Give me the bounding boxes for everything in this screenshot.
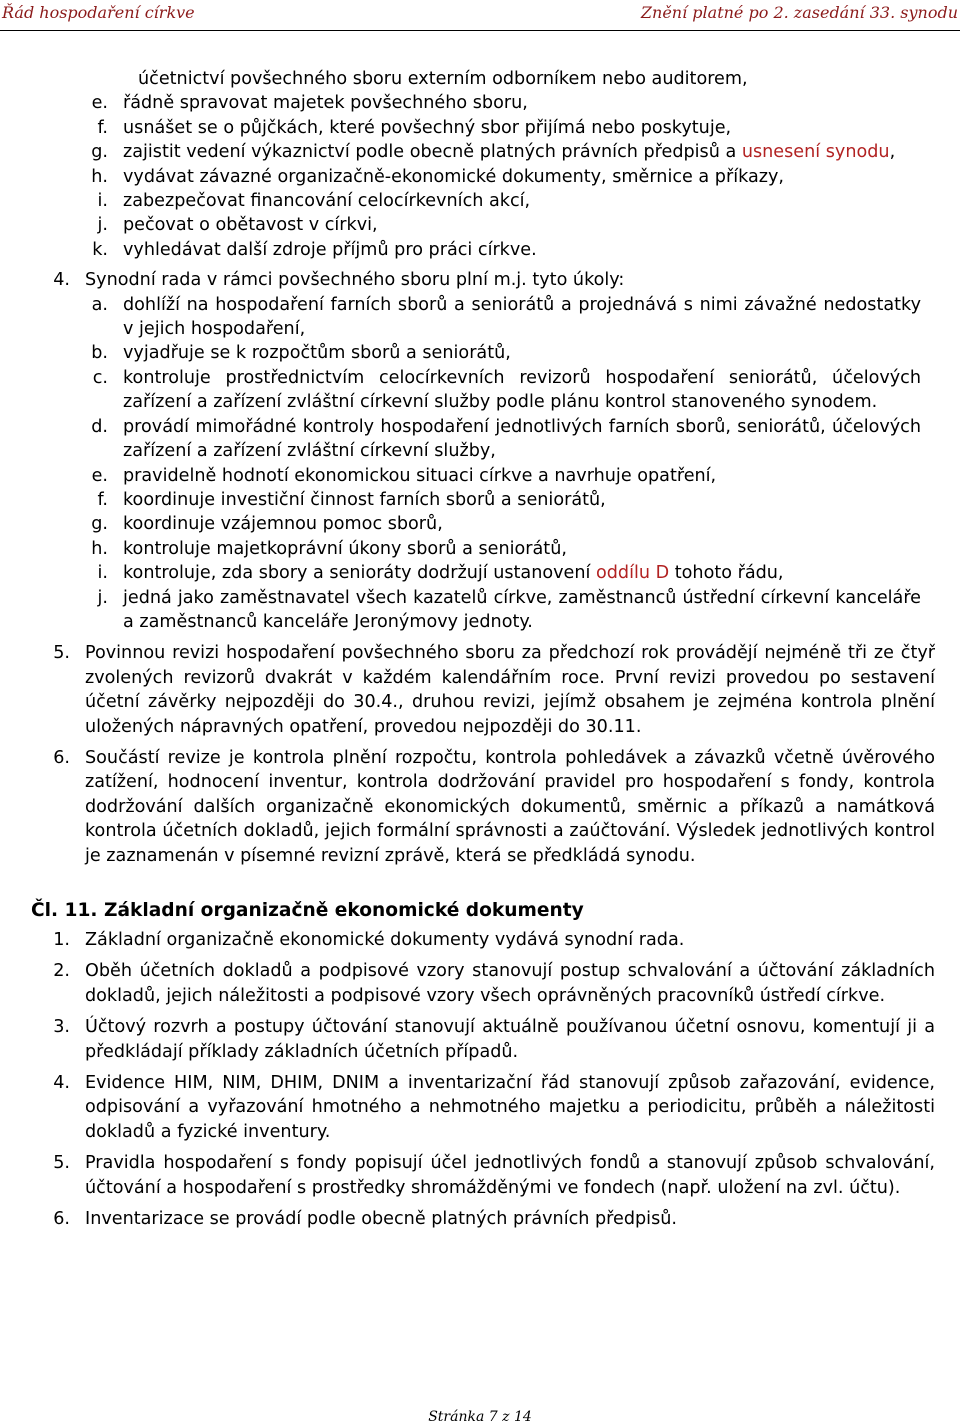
item-label: 1. [53,930,70,950]
list-item [0,512,960,536]
numbered-item [0,1207,960,1231]
list-item [0,464,960,488]
item-text: kontroluje majetkoprávní úkony sborů a seniorátů, [123,538,567,559]
item-label: e. [91,93,108,114]
item-text: pravidelně hodnotí ekonomickou situaci církve a navrhuje opatření, [123,465,717,486]
item-text: provádí mimořádné kontroly hospodaření jednotlivých farních sborů, seniorátů, účelových zařízení a zařízení zvláštní církevní služby, [123,416,921,462]
header-version: Znění platné po 2. zasedání 33. synodu [640,3,958,22]
list-item [0,366,960,415]
list-item [0,140,960,164]
list-item [0,561,960,585]
list-item [0,415,960,464]
item-text-after: tohoto řádu, [669,563,784,584]
item-text: jedná jako zaměstnavatel všech kazatelů církve, zaměstnanců ústřední církevní kanceláře a zaměstnanců kanceláře Jeronýmovy jednoty. [123,587,921,632]
item-label: 5. [53,643,70,664]
numbered-item [0,746,960,868]
usneseni-synodu-link[interactable]: usnesení synodu [741,142,890,163]
item-text: vydávat závazné organizačně-ekonomické dokumenty, směrnice a příkazy, [123,166,784,187]
oddilu-d-link[interactable]: oddílu D [596,563,670,584]
item-text: koordinuje investiční činnost farních sborů a seniorátů, [123,489,606,510]
item-text: koordinuje vzájemnou pomoc sborů, [123,514,443,535]
item-text-wrapper [123,140,921,164]
page-header [0,0,960,31]
item-text: zabezpečovat financování celocírkevních akcí, [123,191,531,212]
section-heading: Čl. 11. Základní organizačně ekonomické dokumenty [31,900,584,921]
item-text: Účtový rozvrh a postupy účtování stanovují aktuálně používanou účetní osnovu, komentují ji a předkládají příklady základních účetních případů. [85,1017,935,1062]
item-label: 4. [53,1073,70,1094]
item-text: vyjadřuje se k rozpočtům sborů a seniorátů, [123,343,511,364]
list-item [0,91,960,115]
item-text: usnášet se o půjčkách, které povšechný sbor přijímá nebo poskytuje, [123,117,732,138]
item-label: 6. [53,1209,70,1230]
item-label: 5. [53,1153,70,1174]
list-item [0,488,960,512]
item-label: d. [91,416,108,437]
item-label: i. [97,563,108,584]
item-label: f. [97,489,108,510]
numbered-item [0,1015,960,1064]
numbered-item [0,1071,960,1144]
item-text: Součástí revize je kontrola plnění rozpočtu, kontrola pohledávek a závazků včetně úvěrového zatížení, hodnocení inventur, kontrola dodržování pravidel pro hospodaření s fondy, kontrola dodržování dalších organizačně ekonomických dokumentů, směrnic a příkazů a namátková kontrola účetních dokladů, jejich formální správnosti a zaúčtování. Výsledek jednotlivých kontrol je zaznamenán v písemné revizní zprávě, která se předkládá synodu. [85,747,935,866]
item-text: pečovat o obětavost v církvi, [123,215,378,236]
item-text: Oběh účetních dokladů a podpisové vzory stanovují postup schvalování a účtování základních dokladů, jejich náležitosti a podpisové vzory všech oprávněných pracovníků ústředí církve. [85,961,935,1006]
list-item [0,189,960,213]
item-text: kontroluje prostřednictvím celocírkevních revizorů hospodaření seniorátů, účelových zařízení a zařízení zvláštní církevní služby podle plánu kontrol stanoveného synodem. [123,367,921,413]
item-label: 4. [53,270,70,291]
list-item [0,586,960,635]
list-item [0,293,960,342]
item-label: g. [91,142,108,163]
item-label: 3. [53,1017,70,1038]
item-label: i. [97,191,108,212]
item-label: 2. [53,961,70,982]
page-number: Stránka 7 z 14 [428,1409,532,1425]
item-label: a. [91,294,108,315]
item-label: j. [97,215,108,236]
item-label: b. [91,343,108,364]
numbered-item [0,1151,960,1200]
list-item [0,341,960,365]
item-text: kontroluje, zda sbory a senioráty dodržují ustanovení [123,563,591,584]
item-text-after: , [889,142,896,163]
item-label: h. [91,538,108,559]
item-label: g. [91,514,108,535]
item-label: f. [97,117,108,138]
header-title: Řád hospodaření církve [2,3,195,22]
item-label: 6. [53,747,70,768]
item-label: e. [91,465,108,486]
list-item [0,165,960,189]
item-text: Synodní rada v rámci povšechného sboru plní m.j. tyto úkoly: [85,270,625,291]
list-item [0,116,960,140]
item-text: Pravidla hospodaření s fondy popisují účel jednotlivých fondů a stanovují způsob schvalování, účtování a hospodaření s prostředky shromážděnými ve fondech (např. uložení na zvl. účtu). [85,1153,935,1198]
list-item [0,213,960,237]
item-label: k. [92,239,108,260]
item-text: Povinnou revizi hospodaření povšechného sboru za předchozí rok provádějí nejméně tři ze čtyř zvolených revizorů dvakrát v každém kalendářním roce. První revizi provedou po sestavení účetní závěrky nejpozději do 30.4., druhou revizi, jejímž obsahem je zejména kontrola plnění uložených nápravných opatření, provedou nejpozději do 30.11. [85,643,935,737]
item-text: Evidence HIM, NIM, DHIM, DNIM a inventarizační řád stanovují způsob zařazování, evidence, odpisování a vyřazování hmotného a nehmotného majetku a periodicitu, průběh a náležitosti dokladů a fyzické inventury. [85,1073,935,1142]
numbered-item [0,928,960,952]
item-text: dohlíží na hospodaření farních sborů a seniorátů a projednává s nimi závažné nedostatky v jejich hospodaření, [123,294,921,340]
continuation-text: účetnictví povšechného sboru externím odborníkem nebo auditorem, [138,69,748,89]
item-label: j. [97,587,108,608]
item-text: Inventarizace se provádí podle obecně platných právních předpisů. [85,1209,677,1230]
item-text: vyhledávat další zdroje příjmů pro práci církve. [123,239,537,260]
list-item [0,238,960,262]
document-body [0,67,960,1231]
item-text: řádně spravovat majetek povšechného sboru, [123,93,528,114]
numbered-item [0,268,960,292]
item-text-wrapper [123,561,921,585]
numbered-item [0,959,960,1008]
item-label: c. [92,367,108,388]
list-item [0,537,960,561]
item-label: h. [91,166,108,187]
item-text: Základní organizačně ekonomické dokumenty vydává synodní rada. [85,930,685,950]
item-text: zajistit vedení výkaznictví podle obecně platných právních předpisů a [123,142,737,163]
numbered-item [0,641,960,739]
